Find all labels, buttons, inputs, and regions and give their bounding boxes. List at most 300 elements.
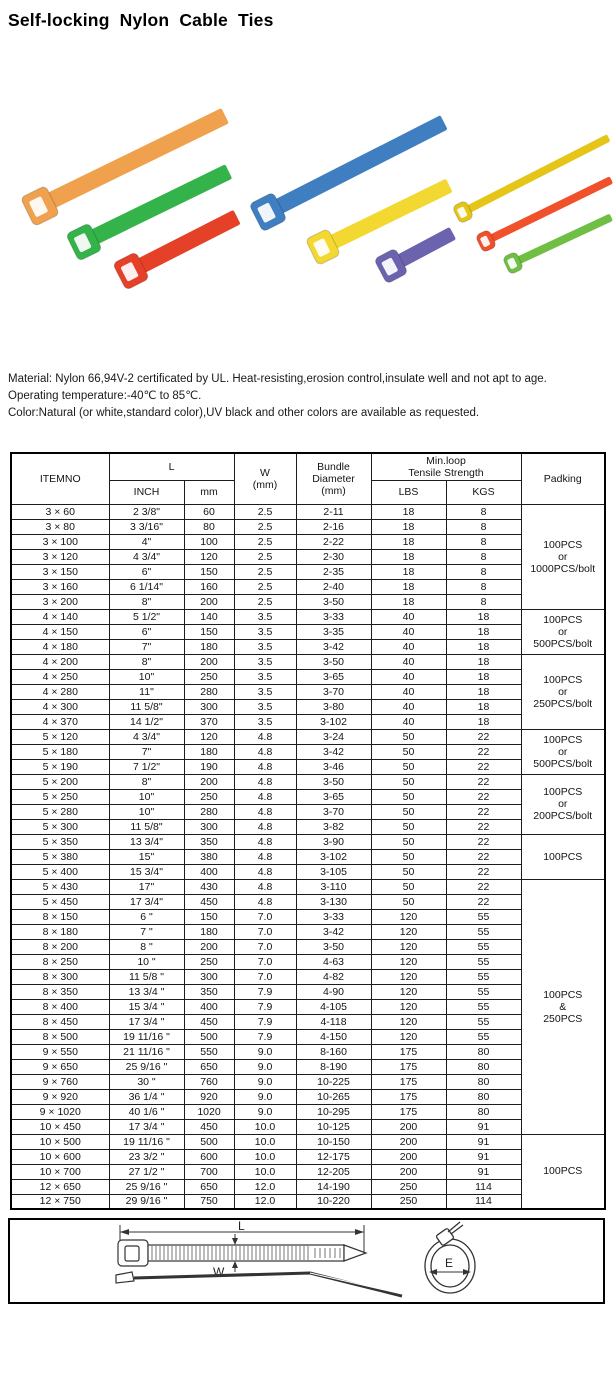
cell-kgs: 80 (446, 1104, 521, 1119)
cell-lbs: 120 (371, 954, 446, 969)
cell-w: 4.8 (234, 834, 296, 849)
table-row (11, 984, 605, 999)
col-header-w-symbol: W (260, 466, 270, 479)
packing-line: or (558, 625, 568, 638)
cell-bundle: 3-102 (296, 849, 371, 864)
cell-inch: 14 1/2" (109, 714, 184, 729)
cell-kgs: 18 (446, 624, 521, 639)
cell-lbs: 18 (371, 564, 446, 579)
packing-line: 100PCS (543, 733, 583, 746)
cell-kgs: 18 (446, 684, 521, 699)
cell-w: 3.5 (234, 624, 296, 639)
table-row (11, 819, 605, 834)
cell-inch: 8" (109, 654, 184, 669)
cell-inch: 25 9/16 " (109, 1059, 184, 1074)
table-row (11, 834, 605, 849)
cell-bundle: 12-205 (296, 1164, 371, 1179)
cell-kgs: 114 (446, 1179, 521, 1194)
packing-line: or (558, 550, 568, 563)
cell-mm: 180 (184, 924, 234, 939)
cell-kgs: 22 (446, 789, 521, 804)
cell-lbs: 40 (371, 654, 446, 669)
cell-mm: 500 (184, 1029, 234, 1044)
cell-bundle: 2-40 (296, 579, 371, 594)
cell-mm: 200 (184, 939, 234, 954)
cell-inch: 3 3/16" (109, 519, 184, 534)
col-header-inch: INCH (109, 480, 184, 504)
cell-w: 4.8 (234, 804, 296, 819)
cell-itemno: 10 × 450 (11, 1119, 109, 1134)
cell-w: 9.0 (234, 1089, 296, 1104)
cell-inch: 8 " (109, 939, 184, 954)
cell-itemno: 8 × 400 (11, 999, 109, 1014)
cell-mm: 180 (184, 744, 234, 759)
cell-bundle: 12-175 (296, 1149, 371, 1164)
cell-lbs: 120 (371, 999, 446, 1014)
packing-line: 100PCS (543, 538, 583, 551)
cell-inch: 36 1/4 " (109, 1089, 184, 1104)
cell-mm: 250 (184, 954, 234, 969)
packing-line: 1000PCS/bolt (530, 562, 596, 575)
cell-inch: 8" (109, 774, 184, 789)
cell-bundle: 4-118 (296, 1014, 371, 1029)
cell-w: 7.9 (234, 1029, 296, 1044)
packing-line: or (558, 685, 568, 698)
cell-lbs: 50 (371, 729, 446, 744)
cell-lbs: 40 (371, 714, 446, 729)
cell-w: 3.5 (234, 699, 296, 714)
table-row (11, 1044, 605, 1059)
col-header-lbs: LBS (371, 480, 446, 504)
cell-itemno: 3 × 160 (11, 579, 109, 594)
cell-kgs: 55 (446, 924, 521, 939)
table-row (11, 1134, 605, 1149)
cell-kgs: 80 (446, 1059, 521, 1074)
cell-itemno: 4 × 300 (11, 699, 109, 714)
cell-lbs: 18 (371, 579, 446, 594)
table-row (11, 579, 605, 594)
table-row (11, 519, 605, 534)
cell-mm: 550 (184, 1044, 234, 1059)
table-row (11, 864, 605, 879)
cell-bundle: 10-225 (296, 1074, 371, 1089)
col-header-mm: mm (184, 480, 234, 504)
cell-w: 4.8 (234, 789, 296, 804)
cell-inch: 13 3/4 " (109, 984, 184, 999)
cell-packing (521, 504, 605, 609)
cell-w: 7.9 (234, 1014, 296, 1029)
cell-kgs: 55 (446, 954, 521, 969)
packing-line: or (558, 798, 568, 810)
cell-bundle: 3-102 (296, 714, 371, 729)
cell-itemno: 5 × 300 (11, 819, 109, 834)
cell-kgs: 8 (446, 579, 521, 594)
product-description (8, 371, 547, 422)
product-photos (0, 98, 615, 318)
cell-inch: 4" (109, 534, 184, 549)
cell-inch: 25 9/16 " (109, 1179, 184, 1194)
table-row (11, 624, 605, 639)
cell-kgs: 55 (446, 909, 521, 924)
cell-itemno: 8 × 150 (11, 909, 109, 924)
cell-lbs: 120 (371, 924, 446, 939)
cell-bundle: 4-90 (296, 984, 371, 999)
cell-kgs: 22 (446, 804, 521, 819)
cell-itemno: 4 × 370 (11, 714, 109, 729)
cell-inch: 10" (109, 669, 184, 684)
cell-itemno: 8 × 450 (11, 1014, 109, 1029)
cell-mm: 760 (184, 1074, 234, 1089)
cell-kgs: 18 (446, 654, 521, 669)
cell-inch: 40 1/6 " (109, 1104, 184, 1119)
cell-kgs: 8 (446, 504, 521, 519)
col-header-w (234, 453, 296, 504)
cell-inch: 13 3/4" (109, 834, 184, 849)
cell-itemno: 5 × 190 (11, 759, 109, 774)
cable-tie-green-thin (502, 209, 615, 275)
table-row (11, 1089, 605, 1104)
cell-kgs: 18 (446, 609, 521, 624)
cell-inch: 7" (109, 744, 184, 759)
cell-itemno: 9 × 920 (11, 1089, 109, 1104)
cell-bundle: 4-150 (296, 1029, 371, 1044)
cell-inch: 30 " (109, 1074, 184, 1089)
table-row (11, 999, 605, 1014)
cell-mm: 120 (184, 549, 234, 564)
table-row (11, 1119, 605, 1134)
cell-inch: 23 3/2 " (109, 1149, 184, 1164)
cell-bundle: 2-35 (296, 564, 371, 579)
cell-mm: 180 (184, 639, 234, 654)
cell-lbs: 18 (371, 519, 446, 534)
dimension-diagram-drawing (10, 1220, 603, 1302)
packing-line: 100PCS (543, 988, 583, 1001)
packing-line: 100PCS (543, 786, 583, 798)
cell-bundle: 3-42 (296, 744, 371, 759)
cell-inch: 7 " (109, 924, 184, 939)
cell-mm: 150 (184, 564, 234, 579)
cell-lbs: 50 (371, 804, 446, 819)
cell-w: 7.9 (234, 999, 296, 1014)
table-row (11, 534, 605, 549)
cell-lbs: 18 (371, 504, 446, 519)
table-row (11, 939, 605, 954)
cell-kgs: 80 (446, 1044, 521, 1059)
description-line-material: Material: Nylon 66,94V-2 certificated by UL. Heat-resisting,erosion control,insulate well and not apt to age. (8, 373, 547, 385)
table-row (11, 879, 605, 894)
packing-line: 100PCS (543, 1165, 583, 1178)
cell-inch: 6 1/14" (109, 579, 184, 594)
cell-inch: 11 5/8 " (109, 969, 184, 984)
cell-itemno: 3 × 120 (11, 549, 109, 564)
cell-kgs: 91 (446, 1119, 521, 1134)
cell-bundle: 10-220 (296, 1194, 371, 1209)
cell-kgs: 55 (446, 1029, 521, 1044)
cell-mm: 200 (184, 594, 234, 609)
cell-w: 4.8 (234, 774, 296, 789)
cell-w: 12.0 (234, 1194, 296, 1209)
cell-itemno: 8 × 300 (11, 969, 109, 984)
cell-w: 2.5 (234, 534, 296, 549)
col-header-bundle (296, 453, 371, 504)
table-row (11, 549, 605, 564)
cell-bundle: 4-105 (296, 999, 371, 1014)
cell-inch: 6" (109, 564, 184, 579)
cell-lbs: 120 (371, 1029, 446, 1044)
cell-w: 4.8 (234, 849, 296, 864)
cell-w: 9.0 (234, 1074, 296, 1089)
table-row (11, 1194, 605, 1209)
cell-inch: 17" (109, 879, 184, 894)
cell-w: 12.0 (234, 1179, 296, 1194)
cell-lbs: 250 (371, 1194, 446, 1209)
tie-top-view (118, 1240, 366, 1266)
col-header-bundle-line2: Diameter (312, 472, 355, 485)
cell-bundle: 3-110 (296, 879, 371, 894)
cell-lbs: 120 (371, 984, 446, 999)
cell-w: 2.5 (234, 549, 296, 564)
cell-bundle: 3-82 (296, 819, 371, 834)
table-row (11, 729, 605, 744)
cell-lbs: 120 (371, 1014, 446, 1029)
cell-itemno: 5 × 350 (11, 834, 109, 849)
cell-inch: 17 3/4 " (109, 1119, 184, 1134)
cell-inch: 7 1/2" (109, 759, 184, 774)
cell-w: 2.5 (234, 504, 296, 519)
cell-inch: 10 " (109, 954, 184, 969)
cell-lbs: 175 (371, 1044, 446, 1059)
spec-table (10, 452, 606, 1210)
cell-w: 7.9 (234, 984, 296, 999)
table-row (11, 849, 605, 864)
cell-w: 7.0 (234, 909, 296, 924)
cell-bundle: 3-33 (296, 909, 371, 924)
cell-mm: 150 (184, 909, 234, 924)
col-header-bundle-unit: (mm) (321, 484, 346, 497)
col-header-minloop-line2: Tensile Strength (408, 466, 484, 479)
cell-inch: 7" (109, 639, 184, 654)
cell-mm: 1020 (184, 1104, 234, 1119)
table-row (11, 1164, 605, 1179)
cell-lbs: 50 (371, 834, 446, 849)
cell-w: 4.8 (234, 819, 296, 834)
cell-itemno: 10 × 500 (11, 1134, 109, 1149)
cell-lbs: 50 (371, 819, 446, 834)
cell-lbs: 50 (371, 879, 446, 894)
cell-itemno: 3 × 150 (11, 564, 109, 579)
cell-w: 3.5 (234, 684, 296, 699)
cell-kgs: 22 (446, 849, 521, 864)
cell-itemno: 9 × 650 (11, 1059, 109, 1074)
cell-lbs: 40 (371, 609, 446, 624)
cell-kgs: 55 (446, 1014, 521, 1029)
cell-inch: 27 1/2 " (109, 1164, 184, 1179)
cell-w: 10.0 (234, 1119, 296, 1134)
cell-kgs: 8 (446, 594, 521, 609)
cell-inch: 4 3/4" (109, 549, 184, 564)
cell-mm: 200 (184, 654, 234, 669)
cell-kgs: 22 (446, 894, 521, 909)
cable-tie-yellow-thin (452, 129, 613, 224)
table-row (11, 699, 605, 714)
col-header-minloop (371, 453, 521, 480)
cell-inch: 11 5/8" (109, 819, 184, 834)
cell-itemno: 3 × 100 (11, 534, 109, 549)
table-row (11, 789, 605, 804)
cell-mm: 350 (184, 984, 234, 999)
cell-w: 3.5 (234, 714, 296, 729)
cell-packing (521, 609, 605, 654)
cell-mm: 250 (184, 789, 234, 804)
cell-mm: 400 (184, 864, 234, 879)
cell-lbs: 175 (371, 1089, 446, 1104)
cable-tie-orange-red-thin (475, 171, 615, 253)
packing-line: 500PCS/bolt (533, 757, 593, 770)
cell-lbs: 40 (371, 669, 446, 684)
cell-inch: 15 3/4" (109, 864, 184, 879)
table-row (11, 669, 605, 684)
cell-kgs: 8 (446, 549, 521, 564)
table-row (11, 609, 605, 624)
cell-bundle: 3-70 (296, 804, 371, 819)
cell-inch: 17 3/4 " (109, 1014, 184, 1029)
cell-mm: 120 (184, 729, 234, 744)
cell-itemno: 5 × 200 (11, 774, 109, 789)
label-W: W (213, 1265, 225, 1279)
cell-mm: 450 (184, 894, 234, 909)
cell-inch: 17 3/4" (109, 894, 184, 909)
cell-bundle: 2-16 (296, 519, 371, 534)
cell-kgs: 8 (446, 534, 521, 549)
cell-itemno: 5 × 280 (11, 804, 109, 819)
cell-mm: 400 (184, 999, 234, 1014)
table-row (11, 744, 605, 759)
cell-kgs: 22 (446, 864, 521, 879)
cell-lbs: 200 (371, 1149, 446, 1164)
cell-mm: 80 (184, 519, 234, 534)
cell-kgs: 55 (446, 984, 521, 999)
cell-lbs: 18 (371, 594, 446, 609)
cell-inch: 6 " (109, 909, 184, 924)
cell-packing (521, 879, 605, 1134)
label-L: L (238, 1220, 245, 1233)
cell-bundle: 3-33 (296, 609, 371, 624)
cell-lbs: 50 (371, 789, 446, 804)
cell-w: 4.8 (234, 729, 296, 744)
cell-lbs: 40 (371, 639, 446, 654)
cell-bundle: 3-46 (296, 759, 371, 774)
cell-itemno: 8 × 350 (11, 984, 109, 999)
cell-w: 7.0 (234, 924, 296, 939)
table-row (11, 1149, 605, 1164)
cell-w: 9.0 (234, 1044, 296, 1059)
cell-itemno: 4 × 150 (11, 624, 109, 639)
cell-inch: 2 3/8" (109, 504, 184, 519)
cell-itemno: 5 × 430 (11, 879, 109, 894)
cell-kgs: 18 (446, 669, 521, 684)
packing-line: or (558, 745, 568, 758)
cell-itemno: 9 × 1020 (11, 1104, 109, 1119)
cell-kgs: 114 (446, 1194, 521, 1209)
cell-mm: 500 (184, 1134, 234, 1149)
table-row (11, 969, 605, 984)
cell-lbs: 250 (371, 1179, 446, 1194)
cell-inch: 10" (109, 804, 184, 819)
cell-bundle: 3-65 (296, 789, 371, 804)
cell-bundle: 14-190 (296, 1179, 371, 1194)
table-row (11, 1074, 605, 1089)
cell-itemno: 4 × 280 (11, 684, 109, 699)
cell-kgs: 22 (446, 744, 521, 759)
cell-mm: 280 (184, 804, 234, 819)
cell-w: 7.0 (234, 969, 296, 984)
cell-mm: 60 (184, 504, 234, 519)
cell-w: 10.0 (234, 1164, 296, 1179)
cell-w: 7.0 (234, 939, 296, 954)
cell-mm: 380 (184, 849, 234, 864)
cell-lbs: 120 (371, 909, 446, 924)
cell-itemno: 9 × 760 (11, 1074, 109, 1089)
tie-side-view (116, 1272, 402, 1296)
cell-bundle: 3-50 (296, 939, 371, 954)
cell-mm: 450 (184, 1014, 234, 1029)
cell-kgs: 18 (446, 639, 521, 654)
cell-inch: 8" (109, 594, 184, 609)
cell-mm: 140 (184, 609, 234, 624)
cell-lbs: 175 (371, 1059, 446, 1074)
cell-mm: 750 (184, 1194, 234, 1209)
cell-lbs: 40 (371, 624, 446, 639)
cell-lbs: 50 (371, 864, 446, 879)
cell-itemno: 12 × 650 (11, 1179, 109, 1194)
table-row (11, 924, 605, 939)
cell-packing (521, 729, 605, 774)
cell-itemno: 12 × 750 (11, 1194, 109, 1209)
cell-lbs: 175 (371, 1074, 446, 1089)
cell-lbs: 200 (371, 1164, 446, 1179)
cell-inch: 19 11/16 " (109, 1134, 184, 1149)
cell-bundle: 3-50 (296, 654, 371, 669)
packing-line: 100PCS (543, 613, 583, 626)
cell-itemno: 4 × 250 (11, 669, 109, 684)
cell-bundle: 8-160 (296, 1044, 371, 1059)
cell-bundle: 3-70 (296, 684, 371, 699)
cable-tie-blue (249, 109, 451, 232)
cell-bundle: 3-65 (296, 669, 371, 684)
cell-lbs: 50 (371, 759, 446, 774)
cell-inch: 5 1/2" (109, 609, 184, 624)
cell-inch: 4 3/4" (109, 729, 184, 744)
cell-w: 2.5 (234, 579, 296, 594)
cell-w: 4.8 (234, 879, 296, 894)
table-row (11, 774, 605, 789)
cell-bundle: 2-11 (296, 504, 371, 519)
cell-bundle: 2-30 (296, 549, 371, 564)
cell-itemno: 5 × 380 (11, 849, 109, 864)
cell-lbs: 18 (371, 549, 446, 564)
cell-itemno: 3 × 60 (11, 504, 109, 519)
cell-w: 3.5 (234, 609, 296, 624)
cable-tie-purple (374, 221, 460, 284)
packing-line: 250PCS (543, 1012, 583, 1025)
cell-bundle: 3-90 (296, 834, 371, 849)
col-header-bundle-line1: Bundle (317, 460, 350, 473)
cell-w: 2.5 (234, 594, 296, 609)
cell-mm: 650 (184, 1059, 234, 1074)
cell-kgs: 18 (446, 699, 521, 714)
cell-mm: 350 (184, 834, 234, 849)
cell-bundle: 3-42 (296, 924, 371, 939)
